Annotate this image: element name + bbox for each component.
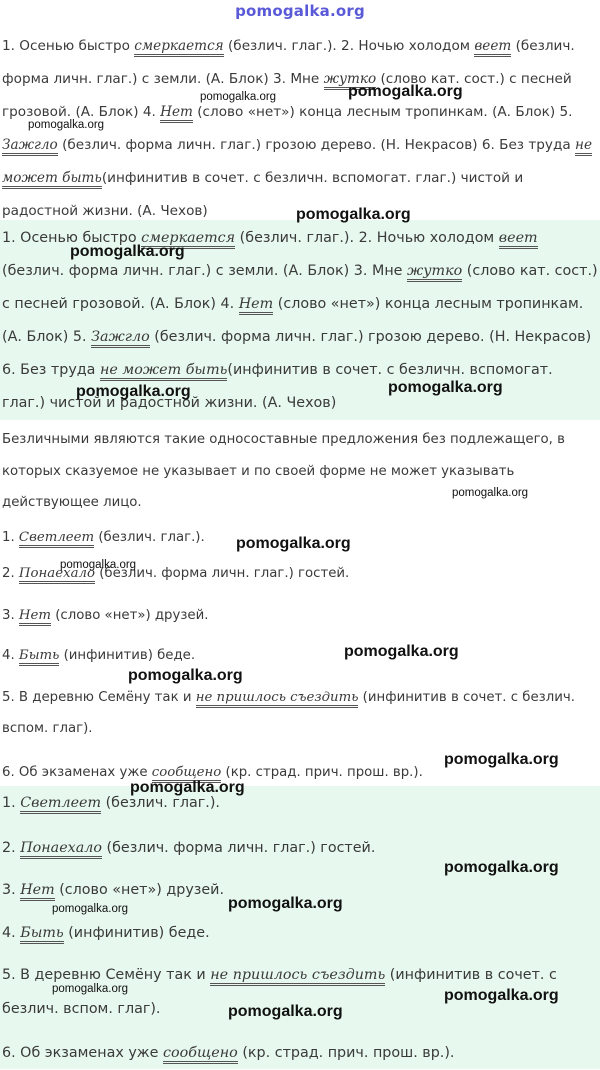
text-run: 1. Осенью быстро <box>2 38 135 54</box>
highlighted-predicate: веет <box>474 38 511 57</box>
highlighted-predicate: жутко <box>407 263 462 282</box>
watermark: pomogalka.org <box>444 859 559 876</box>
highlighted-predicate: Нет <box>160 104 193 123</box>
highlighted-predicate: Нет <box>20 882 55 901</box>
highlighted-predicate: смеркается <box>141 230 235 249</box>
text-run: 2. <box>2 566 19 581</box>
text-run: (безлич. глаг.). <box>101 795 220 811</box>
text-run: (слово «нет») друзей. <box>51 608 209 623</box>
text-run: 5. В деревню Семёну так и <box>2 967 211 983</box>
text-run: 1. <box>2 795 21 811</box>
text-run: 4. <box>2 648 19 663</box>
watermark: pomogalka.org <box>228 1003 343 1020</box>
highlighted-predicate: Понаехало <box>19 566 95 584</box>
watermark: pomogalka.org <box>444 987 559 1004</box>
watermark: pomogalka.org <box>444 751 559 768</box>
text-run: (слово «нет») конца лесным тропинкам. (А. Блок) 5. <box>192 104 573 120</box>
watermark: pomogalka.org <box>236 535 351 552</box>
watermark: pomogalka.org <box>348 83 463 100</box>
list-item <box>2 1036 598 1070</box>
highlighted-predicate: не может быть <box>100 362 227 381</box>
text-run: (безлич. глаг.). 2. Ночью холодом <box>235 230 499 246</box>
watermark: pomogalka.org <box>70 243 185 260</box>
highlighted-predicate: Нет <box>19 608 51 626</box>
list-item <box>2 786 598 820</box>
text-run: (слово «нет») конца лесным тропинкам. (А. Блок) 5. <box>2 296 584 345</box>
definition-text: Безличными являются такие односоставные предложения без подлежащего, в которых сказуемое не указывает и по своей форме не может указывать действующее лицо. <box>2 432 565 510</box>
text-run: 6. Об экзаменах уже <box>2 1045 164 1061</box>
examples-list-highlighted <box>0 786 600 1069</box>
list-item <box>2 640 598 671</box>
text-run: (кр. страд. прич. прош. вр.). <box>237 1045 455 1061</box>
text-run: 4. <box>2 925 21 941</box>
watermark: pomogalka.org <box>60 559 137 571</box>
text-run: (безлич. глаг.). 2. Ночью холодом <box>223 38 475 54</box>
highlighted-predicate: Быть <box>19 648 59 666</box>
text-run: (безлич. форма личн. глаг.) гостей. <box>101 840 376 856</box>
watermark: pomogalka.org <box>452 487 529 499</box>
highlighted-predicate: сообщено <box>152 765 222 783</box>
text-run: (безлич. форма личн. глаг.) грозою дерево. (Н. Некрасов) 6. Без труда <box>57 137 575 153</box>
list-item <box>2 916 598 950</box>
highlighted-predicate: Зажгло <box>91 329 150 348</box>
watermark: pomogalka.org <box>344 643 459 660</box>
highlighted-predicate: Быть <box>20 925 64 944</box>
highlighted-predicate: не пришлось съездить <box>210 967 385 986</box>
text-run: (инфинитив в сочет. с безличн. вспомогат. глаг.) чистой и радостной жизни. (А. Чехов) <box>2 170 524 219</box>
text-run: 1. <box>2 530 19 545</box>
watermark: pomogalka.org <box>296 206 411 223</box>
text-run: 2. <box>2 840 21 856</box>
text-run: (инфинитив в сочет. с безличн. вспомогат. глаг.) чистой и радостной жизни. (А. Чехов) <box>2 362 553 411</box>
watermark: pomogalka.org <box>52 983 129 995</box>
site-header[interactable]: pomogalka.org <box>235 2 365 20</box>
highlighted-predicate: не пришлось съездить <box>196 690 359 708</box>
highlighted-predicate: смеркается <box>134 38 223 57</box>
highlighted-predicate: не может быть <box>2 137 592 189</box>
highlighted-predicate: сообщено <box>163 1045 238 1064</box>
text-run: (инфинитив) беде. <box>63 925 210 941</box>
watermark: pomogalka.org <box>200 91 277 103</box>
text-run: (безлич. форма личн. глаг.) с земли. (А. Блок) 3. Мне <box>2 38 575 87</box>
text-run: (слово кат. сост.) с песней грозовой. (А. Блок) 4. <box>2 263 598 312</box>
text-run: (слово «нет») друзей. <box>54 882 225 898</box>
highlighted-predicate: Нет <box>239 296 274 315</box>
highlighted-predicate: жутко <box>324 71 377 90</box>
watermark: pomogalka.org <box>28 119 105 131</box>
text-run: (кр. страд. прич. прош. вр.). <box>221 765 423 780</box>
highlighted-predicate: Понаехало <box>20 840 102 859</box>
watermark: pomogalka.org <box>128 667 243 684</box>
text-run: (безлич. глаг.). <box>94 530 205 545</box>
text-run: (слово кат. сост.) с песней грозовой. (А. Блок) 4. <box>2 71 572 120</box>
text-run: 3. <box>2 608 19 623</box>
text-run: 6. Об экзаменах уже <box>2 765 152 780</box>
list-item <box>2 600 598 631</box>
text-run: 3. <box>2 882 21 898</box>
text-run: (инфинитив) беде. <box>59 648 196 663</box>
highlighted-predicate: веет <box>499 230 538 249</box>
highlighted-predicate: Светлеет <box>20 795 101 814</box>
highlighted-predicate: Светлеет <box>19 530 94 548</box>
watermark: pomogalka.org <box>130 779 245 796</box>
text-run: (безлич. форма личн. глаг.) с земли. (А. Блок) 3. Мне <box>2 263 408 279</box>
highlighted-predicate: Зажгло <box>2 137 58 156</box>
watermark: pomogalka.org <box>76 383 191 400</box>
text-run: (безлич. форма личн. глаг.) гостей. <box>94 566 350 581</box>
text-run: 5. В деревню Семёну так и <box>2 690 196 705</box>
text-run: (инфинитив в сочет. с безлич. вспом. глаг). <box>2 690 575 736</box>
watermark: pomogalka.org <box>388 379 503 396</box>
watermark: pomogalka.org <box>52 903 129 915</box>
list-item <box>2 682 598 744</box>
text-run: (инфинитив в сочет. с безлич. вспом. глаг). <box>2 967 557 1017</box>
watermark: pomogalka.org <box>228 895 343 912</box>
text-run: 1. Осенью быстро <box>2 230 142 246</box>
text-run: (безлич. форма личн. глаг.) грозою дерево. (Н. Некрасов) 6. Без труда <box>2 329 592 378</box>
